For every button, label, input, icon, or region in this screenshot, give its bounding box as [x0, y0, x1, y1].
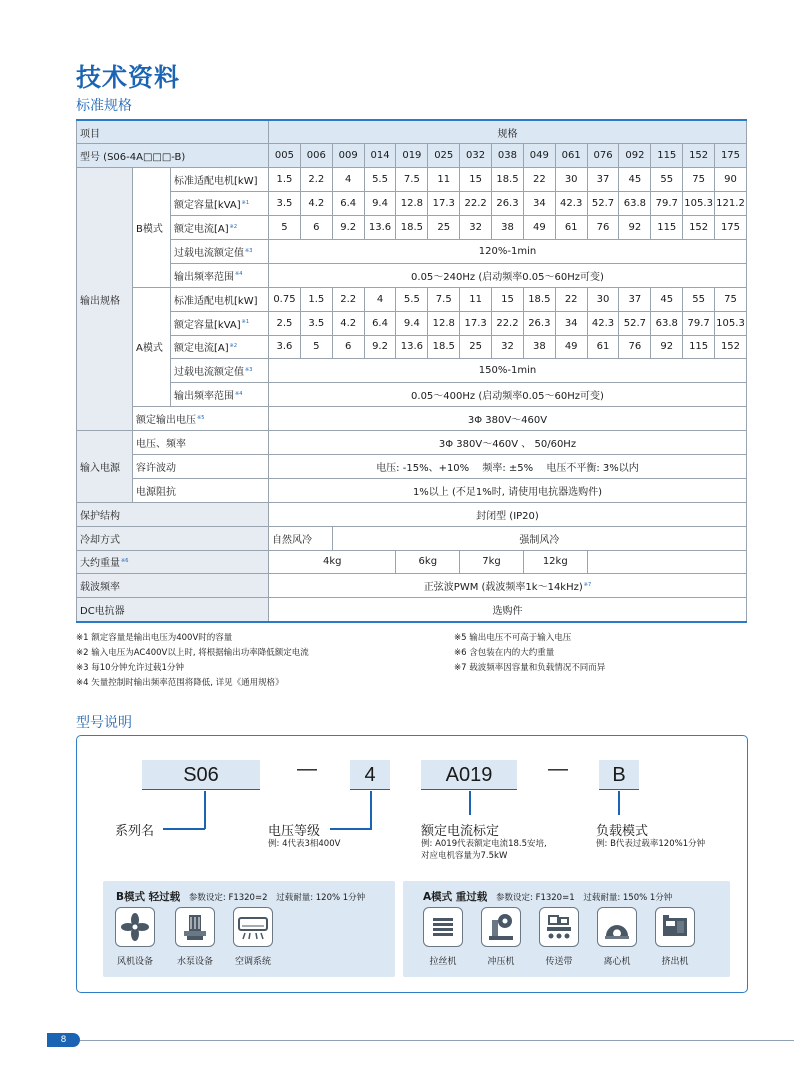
- table-cell: 22: [555, 287, 587, 311]
- table-row: [77, 311, 747, 335]
- centrifuge-icon: [597, 907, 637, 947]
- table-cell: 输出规格: [77, 168, 133, 431]
- table-cell: 过载电流额定值$^{※3}$: [171, 239, 269, 263]
- table-cell: 5.5: [364, 168, 396, 192]
- table-cell: [587, 550, 746, 574]
- table-cell: 3Φ 380V～460V: [269, 407, 747, 431]
- table-cell: DC电抗器: [77, 598, 269, 622]
- current-code: A019: [421, 760, 517, 790]
- table-cell: 38: [492, 216, 524, 240]
- table-cell: 9.4: [364, 192, 396, 216]
- table-cell: 38: [523, 335, 555, 359]
- table-cell: 15: [460, 168, 492, 192]
- table-cell: 7kg: [460, 550, 524, 574]
- section-title: 标准规格: [76, 98, 132, 114]
- table-cell: 152: [683, 216, 715, 240]
- table-row: [77, 359, 747, 383]
- table-cell: 15: [492, 287, 524, 311]
- table-cell: 额定输出电压$^{※5}$: [133, 407, 269, 431]
- app-label: 冲压机: [487, 957, 515, 967]
- footnote: ※7 载波频率因容量和负载情况不同而异: [454, 663, 606, 673]
- voltage-code: 4: [350, 760, 390, 790]
- table-cell: 30: [587, 287, 619, 311]
- table-cell: 49: [523, 216, 555, 240]
- mode-label: 负载模式: [596, 824, 649, 839]
- table-cell: 4kg: [269, 550, 396, 574]
- table-cell: 12.8: [396, 192, 428, 216]
- a-mode-param: 参数设定: F1320=1: [496, 893, 575, 903]
- a-mode-header: [423, 889, 672, 904]
- table-row: [77, 216, 747, 240]
- table-cell: A模式: [133, 287, 171, 406]
- table-cell: 49: [555, 335, 587, 359]
- table-cell: 049: [523, 144, 555, 168]
- table-cell: 105.3: [715, 311, 747, 335]
- table-header-row: [77, 120, 747, 144]
- footer-rule: [80, 1040, 794, 1041]
- table-cell: 9.2: [332, 216, 364, 240]
- table-cell: 0.75: [269, 287, 301, 311]
- table-cell: 52.7: [619, 311, 651, 335]
- table-cell: 45: [619, 168, 651, 192]
- table-cell: 12.8: [428, 311, 460, 335]
- table-row: [77, 287, 747, 311]
- table-cell: 61: [555, 216, 587, 240]
- table-cell: 6: [332, 335, 364, 359]
- table-cell: 3.5: [269, 192, 301, 216]
- table-cell: 0.05～240Hz (启动频率0.05～60Hz可变): [269, 263, 747, 287]
- footnotes-right: [454, 631, 605, 676]
- footnote-mark: ※3: [245, 247, 253, 254]
- series-label: 系列名: [115, 824, 155, 839]
- table-cell: 22: [523, 168, 555, 192]
- page-title: 技术资料: [76, 63, 181, 92]
- table-cell: 152: [715, 335, 747, 359]
- app-press: [479, 907, 523, 967]
- table-row: [77, 431, 747, 455]
- table-row: [77, 454, 747, 478]
- footnote-mark: ※6: [121, 558, 129, 565]
- footnote-mark: ※3: [245, 367, 253, 374]
- current-example: 对应电机容量为7.5kW: [421, 851, 508, 861]
- table-row: [77, 144, 747, 168]
- table-cell: 014: [364, 144, 396, 168]
- table-cell: 9.2: [364, 335, 396, 359]
- a-mode-overload: 过载耐量: 150% 1分钟: [583, 893, 673, 903]
- app-pump: [173, 907, 217, 967]
- footnote-mark: ※1: [241, 319, 250, 326]
- table-cell: 175: [715, 144, 747, 168]
- footnote: ※2 输入电压为AC400V以上时, 将根据输出功率降低额定电流: [76, 648, 309, 658]
- table-cell: 005: [269, 144, 301, 168]
- table-cell: 型号 (S06-4A□□□-B): [77, 144, 269, 168]
- table-cell: 载波频率: [77, 574, 269, 598]
- table-cell: 18.5: [492, 168, 524, 192]
- table-cell: 保护结构: [77, 502, 269, 526]
- b-mode-title: B模式 轻过载: [116, 891, 181, 903]
- table-row: [77, 598, 747, 622]
- table-row: [77, 478, 747, 502]
- table-cell: 26.3: [492, 192, 524, 216]
- table-cell: 37: [619, 287, 651, 311]
- a-mode-panel: [403, 881, 730, 977]
- table-cell: 17.3: [460, 311, 492, 335]
- table-cell: 6.4: [364, 311, 396, 335]
- table-cell: 1.5: [300, 287, 332, 311]
- air-conditioner-icon: [233, 907, 273, 947]
- b-mode-overload: 过载耐量: 120% 1分钟: [276, 893, 366, 903]
- footnote: ※4 矢量控制时输出频率范围将降低, 详见《通用规格》: [76, 678, 284, 688]
- table-cell: 076: [587, 144, 619, 168]
- table-cell: 大约重量$^{※6}$: [77, 550, 269, 574]
- table-cell: 6: [300, 216, 332, 240]
- pump-icon: [175, 907, 215, 947]
- table-cell: 115: [651, 216, 683, 240]
- table-cell: 115: [683, 335, 715, 359]
- app-wire-drawing: [421, 907, 465, 967]
- footnotes-left: [76, 631, 309, 691]
- app-label: 离心机: [603, 957, 631, 967]
- table-cell: 45: [651, 287, 683, 311]
- table-row: [77, 502, 747, 526]
- table-cell: 额定容量[kVA]$^{※1}$: [171, 311, 269, 335]
- table-cell: 90: [715, 168, 747, 192]
- footnote-mark: ※7: [583, 582, 592, 589]
- table-cell: 26.3: [523, 311, 555, 335]
- table-row: [77, 574, 747, 598]
- table-cell: 18.5: [428, 335, 460, 359]
- code-dash: —: [548, 758, 568, 780]
- table-cell: 150%-1min: [269, 359, 747, 383]
- table-cell: 55: [683, 287, 715, 311]
- table-cell: 22.2: [460, 192, 492, 216]
- table-cell: 79.7: [651, 192, 683, 216]
- current-label: 额定电流标定: [421, 824, 500, 839]
- table-cell: 封闭型 (IP20): [269, 502, 747, 526]
- table-row: [77, 239, 747, 263]
- mode-code: B: [599, 760, 639, 790]
- connector-line: [469, 791, 471, 815]
- table-cell: 冷却方式: [77, 526, 269, 550]
- connector-line: [204, 791, 206, 829]
- app-label: 水泵设备: [176, 957, 213, 967]
- app-label: 传送带: [545, 957, 573, 967]
- current-example: 例: A019代表额定电流18.5安培,: [421, 839, 547, 849]
- table-cell: 152: [683, 144, 715, 168]
- page-number: 8: [47, 1033, 80, 1047]
- table-row: [77, 168, 747, 192]
- table-cell: 92: [651, 335, 683, 359]
- spec-table: [76, 119, 747, 623]
- voltage-example: 例: 4代表3相400V: [268, 839, 341, 849]
- table-cell: 12kg: [523, 550, 587, 574]
- table-cell: 6kg: [396, 550, 460, 574]
- table-cell: 容许波动: [133, 454, 269, 478]
- a-mode-title: A模式 重过载: [423, 891, 488, 903]
- table-cell: 2.2: [300, 168, 332, 192]
- table-cell: 0.05～400Hz (启动频率0.05～60Hz可变): [269, 383, 747, 407]
- table-cell: 4: [364, 287, 396, 311]
- table-cell: 4.2: [332, 311, 364, 335]
- table-cell: 18.5: [523, 287, 555, 311]
- table-cell: 1.5: [269, 168, 301, 192]
- table-cell: 4: [332, 168, 364, 192]
- mode-example: 例: B代表过载率120%1分钟: [596, 839, 706, 849]
- table-cell: 92: [619, 216, 651, 240]
- table-cell: 7.5: [396, 168, 428, 192]
- table-cell: 009: [332, 144, 364, 168]
- table-cell: 电源阻抗: [133, 478, 269, 502]
- connector-line: [330, 828, 372, 830]
- table-cell: 120%-1min: [269, 239, 747, 263]
- table-cell: 115: [651, 144, 683, 168]
- code-dash: —: [297, 758, 317, 780]
- table-cell: 105.3: [683, 192, 715, 216]
- table-cell: 061: [555, 144, 587, 168]
- series-code: S06: [142, 760, 260, 790]
- table-cell: B模式: [133, 168, 171, 287]
- table-cell: 4.2: [300, 192, 332, 216]
- table-cell: 76: [587, 216, 619, 240]
- table-cell: 5: [300, 335, 332, 359]
- fan-icon: [115, 907, 155, 947]
- table-cell: 输入电源: [77, 431, 133, 503]
- table-cell: 额定容量[kVA]$^{※1}$: [171, 192, 269, 216]
- table-cell: 25: [460, 335, 492, 359]
- app-label: 空调系统: [234, 957, 271, 967]
- table-cell: 项目: [77, 120, 269, 144]
- table-cell: 55: [651, 168, 683, 192]
- table-cell: 标准适配电机[kW]: [171, 168, 269, 192]
- app-label: 风机设备: [116, 957, 153, 967]
- table-cell: 电压: -15%、+10% 频率: ±5% 电压不平衡: 3%以内: [269, 454, 747, 478]
- footnote: ※1 额定容量是输出电压为400V时的容量: [76, 633, 233, 643]
- table-cell: 9.4: [396, 311, 428, 335]
- table-cell: 规格: [269, 120, 747, 144]
- table-cell: 13.6: [396, 335, 428, 359]
- wire-drawing-icon: [423, 907, 463, 947]
- table-row: [77, 263, 747, 287]
- table-cell: 75: [715, 287, 747, 311]
- app-ac: [231, 907, 275, 967]
- table-cell: 标准适配电机[kW]: [171, 287, 269, 311]
- footnote-mark: ※4: [235, 271, 243, 278]
- b-mode-header: [116, 889, 365, 904]
- table-cell: 025: [428, 144, 460, 168]
- table-cell: 61: [587, 335, 619, 359]
- table-cell: 121.2: [715, 192, 747, 216]
- table-cell: 42.3: [587, 311, 619, 335]
- table-cell: 输出频率范围$^{※4}$: [171, 383, 269, 407]
- table-cell: 正弦波PWM (载波频率1k～14kHz)$^{※7}$: [269, 574, 747, 598]
- model-section-title: 型号说明: [76, 715, 132, 731]
- table-cell: 52.7: [587, 192, 619, 216]
- b-mode-param: 参数设定: F1320=2: [188, 893, 268, 903]
- table-cell: 18.5: [396, 216, 428, 240]
- conveyor-icon: [539, 907, 579, 947]
- table-row: [77, 550, 747, 574]
- table-cell: 3.6: [269, 335, 301, 359]
- table-cell: 选购件: [269, 598, 747, 622]
- footnote-mark: ※4: [235, 390, 243, 397]
- app-label: 挤出机: [661, 957, 689, 967]
- table-cell: 电压、频率: [133, 431, 269, 455]
- table-cell: 11: [428, 168, 460, 192]
- table-row: [77, 192, 747, 216]
- table-cell: 5.5: [396, 287, 428, 311]
- table-cell: 79.7: [683, 311, 715, 335]
- footnote: ※3 每10分钟允许过载1分钟: [76, 663, 184, 673]
- b-mode-panel: [103, 881, 395, 977]
- table-cell: 强制风冷: [332, 526, 746, 550]
- footnote-mark: ※2: [229, 343, 238, 350]
- app-conveyor: [537, 907, 581, 967]
- table-cell: 32: [460, 216, 492, 240]
- table-cell: 3Φ 380V～460V 、 50/60Hz: [269, 431, 747, 455]
- table-cell: 63.8: [619, 192, 651, 216]
- table-cell: 038: [492, 144, 524, 168]
- table-cell: 32: [492, 335, 524, 359]
- table-cell: 7.5: [428, 287, 460, 311]
- footnote: ※5 输出电压不可高于输入电压: [454, 633, 572, 643]
- table-cell: 过载电流额定值$^{※3}$: [171, 359, 269, 383]
- table-cell: 13.6: [364, 216, 396, 240]
- table-cell: 3.5: [300, 311, 332, 335]
- table-row: [77, 383, 747, 407]
- table-cell: 37: [587, 168, 619, 192]
- connector-line: [370, 791, 372, 829]
- footnote-mark: ※2: [229, 223, 238, 230]
- table-cell: 输出频率范围$^{※4}$: [171, 263, 269, 287]
- footnote-mark: ※1: [241, 199, 250, 206]
- app-fan: [113, 907, 157, 967]
- table-cell: 75: [683, 168, 715, 192]
- extruder-icon: [655, 907, 695, 947]
- voltage-label: 电压等级: [268, 824, 321, 839]
- connector-line: [618, 791, 620, 815]
- table-cell: 2.2: [332, 287, 364, 311]
- table-cell: 019: [396, 144, 428, 168]
- table-cell: 22.2: [492, 311, 524, 335]
- table-row: [77, 407, 747, 431]
- app-label: 拉丝机: [429, 957, 457, 967]
- footnote-mark: ※5: [197, 414, 205, 421]
- table-cell: 76: [619, 335, 651, 359]
- table-cell: 63.8: [651, 311, 683, 335]
- app-extruder: [653, 907, 697, 967]
- table-row: [77, 335, 747, 359]
- table-row: [77, 526, 747, 550]
- table-cell: 6.4: [332, 192, 364, 216]
- table-cell: 2.5: [269, 311, 301, 335]
- table-cell: 34: [555, 311, 587, 335]
- table-cell: 30: [555, 168, 587, 192]
- table-cell: 自然风冷: [269, 526, 333, 550]
- table-cell: 092: [619, 144, 651, 168]
- table-cell: 额定电流$[A]^{※2}$: [171, 335, 269, 359]
- table-cell: 42.3: [555, 192, 587, 216]
- table-cell: 175: [715, 216, 747, 240]
- table-cell: 17.3: [428, 192, 460, 216]
- app-centrifuge: [595, 907, 639, 967]
- table-cell: 额定电流$[A]^{※2}$: [171, 216, 269, 240]
- table-cell: 032: [460, 144, 492, 168]
- table-cell: 11: [460, 287, 492, 311]
- footnote: ※6 含包装在内的大约重量: [454, 648, 555, 658]
- connector-line: [163, 828, 205, 830]
- table-cell: 1%以上 (不足1%时, 请使用电抗器选购件): [269, 478, 747, 502]
- table-cell: 34: [523, 192, 555, 216]
- table-cell: 5: [269, 216, 301, 240]
- table-cell: 006: [300, 144, 332, 168]
- table-cell: 25: [428, 216, 460, 240]
- press-icon: [481, 907, 521, 947]
